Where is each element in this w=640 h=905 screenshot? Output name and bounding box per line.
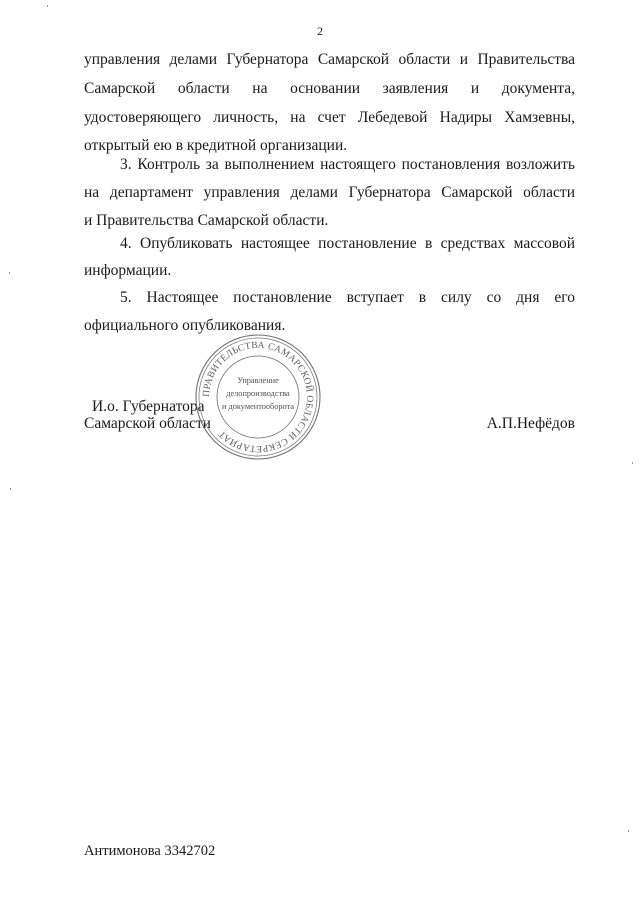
stamp-ring-text: ПРАВИТЕЛЬСТВА САМАРСКОЙ ОБЛАСТИ СЕКРЕТАРИАТ	[200, 339, 316, 455]
text-line: удостоверяющего личность, на счет Лебедевой Надиры Хамзевны,	[84, 109, 575, 126]
text-line: информации.	[84, 262, 172, 279]
text-line: Самарской области на основании заявления и документа,	[84, 80, 575, 97]
text-line: на департамент управления делами Губернатора Самарской области	[84, 184, 575, 201]
text-line: управления делами Губернатора Самарской области и Правительства	[84, 51, 575, 68]
text-line: официального опубликования.	[84, 317, 286, 334]
stamp-center-line: и документооборота	[222, 402, 294, 411]
scan-speck	[47, 5, 48, 7]
page-number: 2	[317, 24, 323, 38]
signatory-name: А.П.Нефёдов	[486, 415, 575, 432]
signatory-title: И.о. Губернатора	[92, 398, 205, 415]
text-line: 4. Опубликовать настоящее постановление в средствах массовой	[120, 235, 575, 252]
stamp-center-line: Управление	[237, 376, 279, 385]
scan-speck	[9, 272, 10, 274]
office-stamp	[193, 332, 323, 462]
scan-speck	[628, 830, 629, 832]
text-line: 3. Контроль за выполнением настоящего постановления возложить	[120, 156, 575, 173]
scan-speck	[632, 462, 633, 464]
executor-contact: Антимонова 3342702	[84, 843, 216, 859]
text-line: открытый ею в кредитной организации.	[84, 137, 348, 154]
signatory-region: Самарской области	[84, 415, 211, 432]
text-line: и Правительства Самарской области.	[84, 212, 329, 229]
stamp-center-line: делопроизводства	[226, 389, 290, 398]
text-line: 5. Настоящее постановление вступает в силу со дня его	[120, 289, 575, 306]
scan-speck	[10, 488, 11, 490]
